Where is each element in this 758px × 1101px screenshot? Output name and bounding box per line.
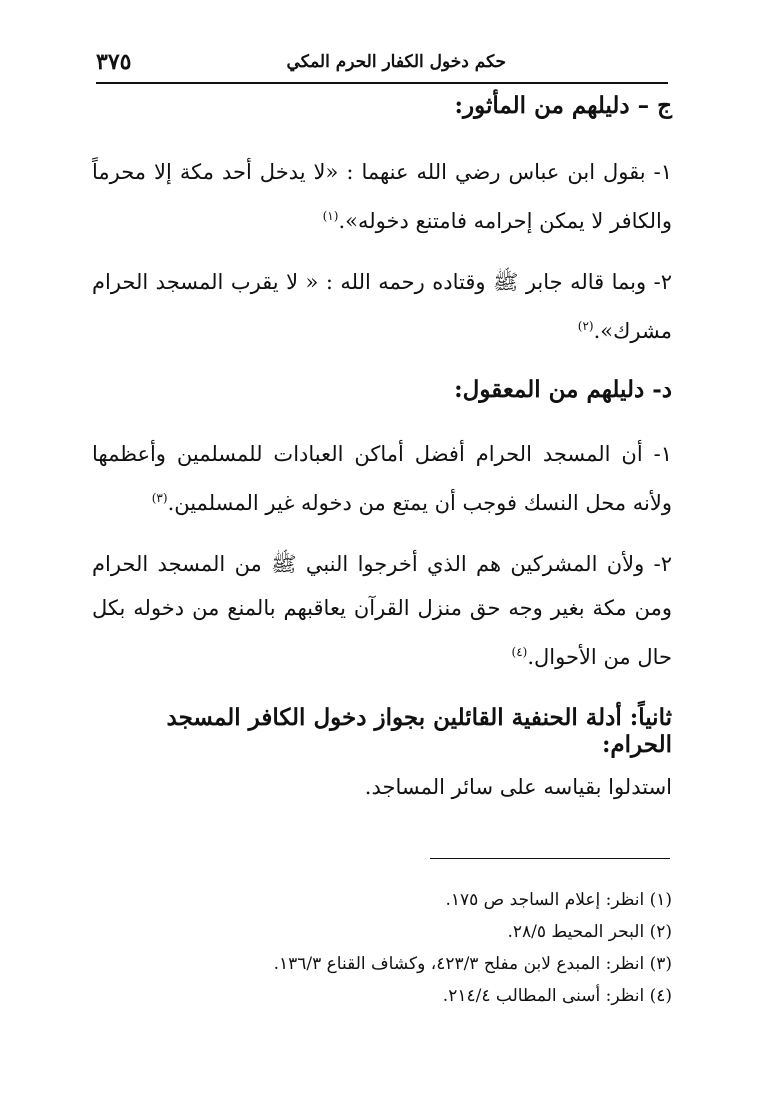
footnote-ref-1: (١) [322, 209, 339, 223]
footnote-1: (١) انظر: إعلام الساجد ص ١٧٥. [445, 890, 672, 910]
footnote-ref-2: (٢) [577, 319, 594, 333]
footnotes [92, 884, 672, 1012]
section-c-heading: ج – دليلهم من المأثور: [454, 92, 672, 119]
section-c-item-1-text: ١- بقول ابن عباس رضي الله عنهما : «لا يدخل أحد مكة إلا محرماً والكافر لا يمكن إحرامه فامتنع دخوله». [92, 160, 672, 233]
page-number: ٣٧٥ [96, 49, 132, 75]
section-second-heading: ثانياً: أدلة الحنفية القائلين بجواز دخول الكافر المسجد الحرام: [166, 704, 672, 758]
footnote-divider [430, 858, 670, 859]
page-header [96, 46, 666, 80]
section-d-item-2 [92, 542, 672, 679]
footnote-2: (٢) البحر المحيط ٢٨/٥. [507, 922, 672, 942]
footnote-4: (٤) انظر: أسنى المطالب ٢١٤/٤. [442, 986, 672, 1006]
footnote-ref-4: (٤) [511, 645, 528, 659]
section-c-item-2-text: ٢- وبما قاله جابر ﷺ وقتاده رحمه الله : « لا يقرب المسجد الحرام مشرك». [92, 270, 672, 343]
header-divider [96, 82, 668, 84]
section-d-heading: د- دليلهم من المعقول: [454, 376, 672, 403]
section-d-item-2-text: ٢- ولأن المشركين هم الذي أخرجوا النبي ﷺ من المسجد الحرام ومن مكة بغير وجه حق منزل القرآن يعاقبهم بالمنع من دخوله بكل حال من الأحوال. [92, 552, 672, 669]
section-d-item-1 [92, 432, 672, 525]
section-d-item-1-text: ١- أن المسجد الحرام أفضل أماكن العبادات للمسلمين وأعظمها ولأنه محل النسك فوجب أن يمتع من دخوله غير المسلمين. [92, 442, 672, 515]
footnote-ref-3: (٣) [151, 491, 168, 505]
section-second-text: استدلوا بقياسه على سائر المساجد. [364, 775, 672, 799]
section-c-item-2 [92, 260, 672, 353]
running-title: حكم دخول الكفار الحرم المكي [286, 52, 506, 72]
section-c-item-1 [92, 150, 672, 243]
footnote-3: (٣) انظر: المبدع لابن مفلح ٤٢٣/٣، وكشاف القناع ١٣٦/٣. [273, 954, 672, 974]
